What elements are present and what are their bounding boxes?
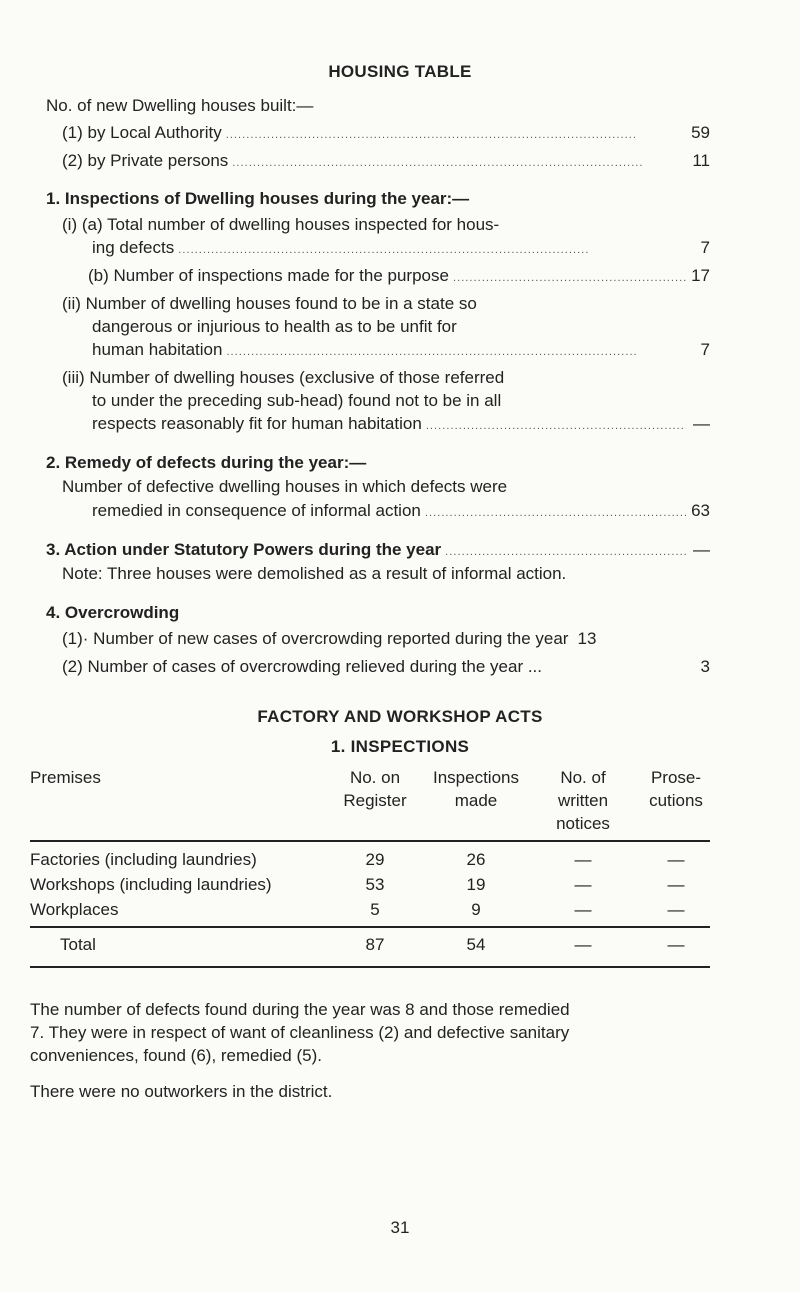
- built-local-authority-row: [62, 121, 710, 147]
- total-label: Total: [60, 935, 96, 954]
- s1-i-line2: ing defects: [92, 238, 175, 257]
- s1-ii-value: 7: [700, 340, 710, 359]
- s4-item2-label: (2) Number of cases of overcrowding relieved during the year ...: [62, 657, 543, 676]
- s4-item1-label: (1)· Number of new cases of overcrowding reported during the year: [62, 629, 569, 648]
- dot-leader: [226, 338, 686, 364]
- row-premises: Workplaces: [30, 900, 119, 919]
- header-premises: Premises: [30, 768, 101, 787]
- s1-ii-row: [92, 338, 710, 364]
- section-3-row: [46, 538, 710, 564]
- dot-leader: [226, 121, 686, 147]
- row-premises: Workshops (including laundries): [30, 875, 272, 894]
- total-register: 87: [365, 935, 385, 954]
- row-inspections: 9: [471, 900, 481, 919]
- header-notices-line2: written: [557, 791, 609, 810]
- total-rule-bottom: [30, 966, 710, 968]
- row-register: 29: [365, 850, 385, 869]
- housing-title: HOUSING TABLE: [328, 62, 472, 81]
- s2-value: 63: [691, 501, 710, 520]
- s4-item1-value: 13: [577, 629, 597, 648]
- built-label: (1) by Local Authority: [62, 123, 222, 142]
- header-inspections: [420, 766, 532, 812]
- header-prosecutions-line2: cutions: [649, 791, 703, 810]
- row-register: 53: [365, 875, 385, 894]
- header-notices-line3: notices: [556, 814, 610, 833]
- s1-i-row: [92, 236, 710, 262]
- total-inspections: 54: [466, 935, 486, 954]
- s1-iii-line1: (iii) Number of dwelling houses (exclusive of those referred: [62, 368, 505, 387]
- defects-paragraph-line2: 7. They were in respect of want of cleanliness (2) and defective sanitary: [30, 1023, 570, 1042]
- s1-ii-line1: (ii) Number of dwelling houses found to be in a state so: [62, 294, 477, 313]
- total-rule-top: [30, 926, 710, 928]
- header-register-line1: No. on: [349, 768, 401, 787]
- dot-leader: [445, 538, 686, 564]
- row-inspections: 26: [466, 850, 486, 869]
- s2-line1: Number of defective dwelling houses in which defects were: [62, 477, 508, 496]
- section-2-heading: 2. Remedy of defects during the year:—: [46, 453, 367, 472]
- factory-title: FACTORY AND WORKSHOP ACTS: [257, 707, 543, 726]
- dot-leader: [453, 264, 686, 290]
- s3-note: Note: Three houses were demolished as a result of informal action.: [62, 564, 567, 583]
- s4-item2-row: [62, 655, 710, 678]
- built-label: (2) by Private persons: [62, 151, 229, 170]
- built-private-row: [62, 149, 710, 175]
- s3-value: —: [693, 540, 710, 559]
- header-register-line2: Register: [343, 791, 407, 810]
- header-prosecutions: [636, 766, 716, 812]
- built-value: 59: [691, 123, 710, 142]
- s4-item1-row: [62, 627, 710, 650]
- section-1-heading: 1. Inspections of Dwelling houses during the year:—: [46, 189, 470, 208]
- row-notices: —: [574, 850, 592, 869]
- s1-ib-value: 17: [691, 266, 710, 285]
- header-prosecutions-line1: Prose-: [650, 768, 702, 787]
- row-notices: —: [574, 875, 592, 894]
- row-inspections: 19: [466, 875, 486, 894]
- row-prosecutions: —: [667, 875, 685, 894]
- page-number: 31: [390, 1218, 410, 1237]
- row-notices: —: [574, 900, 592, 919]
- dot-leader: [425, 499, 686, 525]
- s4-item2-value: 3: [700, 657, 710, 676]
- housing-intro: No. of new Dwelling houses built:—: [46, 96, 314, 115]
- s1-i-line1: (i) (a) Total number of dwelling houses inspected for hous-: [62, 215, 500, 234]
- s1-iii-line3: respects reasonably fit for human habitation: [92, 414, 422, 433]
- defects-paragraph-line3: conveniences, found (6), remedied (5).: [30, 1046, 322, 1065]
- header-notices: [540, 766, 626, 835]
- s1-ii-line2: dangerous or injurious to health as to be unfit for: [92, 317, 457, 336]
- outworkers-paragraph: There were no outworkers in the district.: [30, 1082, 333, 1101]
- header-register: [330, 766, 420, 812]
- section-3-heading: 3. Action under Statutory Powers during the year: [46, 540, 442, 559]
- s1-iii-value: —: [693, 414, 710, 433]
- s1-iii-line2: to under the preceding sub-head) found not to be in all: [92, 391, 502, 410]
- dot-leader: [232, 149, 686, 175]
- dot-leader: [426, 412, 686, 438]
- total-notices: —: [574, 935, 592, 954]
- s1-ib-row: [88, 264, 710, 290]
- row-register: 5: [370, 900, 380, 919]
- row-premises: Factories (including laundries): [30, 850, 257, 869]
- total-prosecutions: —: [667, 935, 685, 954]
- header-inspections-line1: Inspections: [433, 768, 519, 787]
- header-notices-line1: No. of: [560, 768, 606, 787]
- s1-iii-row: [92, 412, 710, 438]
- s1-ii-line3: human habitation: [92, 340, 223, 359]
- s2-line2: remedied in consequence of informal action: [92, 501, 421, 520]
- s1-ib-label: (b) Number of inspections made for the purpose: [88, 266, 449, 285]
- section-4-heading: 4. Overcrowding: [46, 603, 180, 622]
- s1-i-value: 7: [700, 238, 710, 257]
- factory-subtitle: 1. INSPECTIONS: [330, 737, 470, 756]
- defects-paragraph-line1: The number of defects found during the year was 8 and those remedied: [30, 1000, 570, 1019]
- dot-leader: [178, 236, 686, 262]
- row-prosecutions: —: [667, 900, 685, 919]
- header-rule: [30, 840, 710, 842]
- row-prosecutions: —: [667, 850, 685, 869]
- s2-row: [92, 499, 710, 525]
- header-inspections-line2: made: [454, 791, 498, 810]
- built-value: 11: [692, 151, 710, 170]
